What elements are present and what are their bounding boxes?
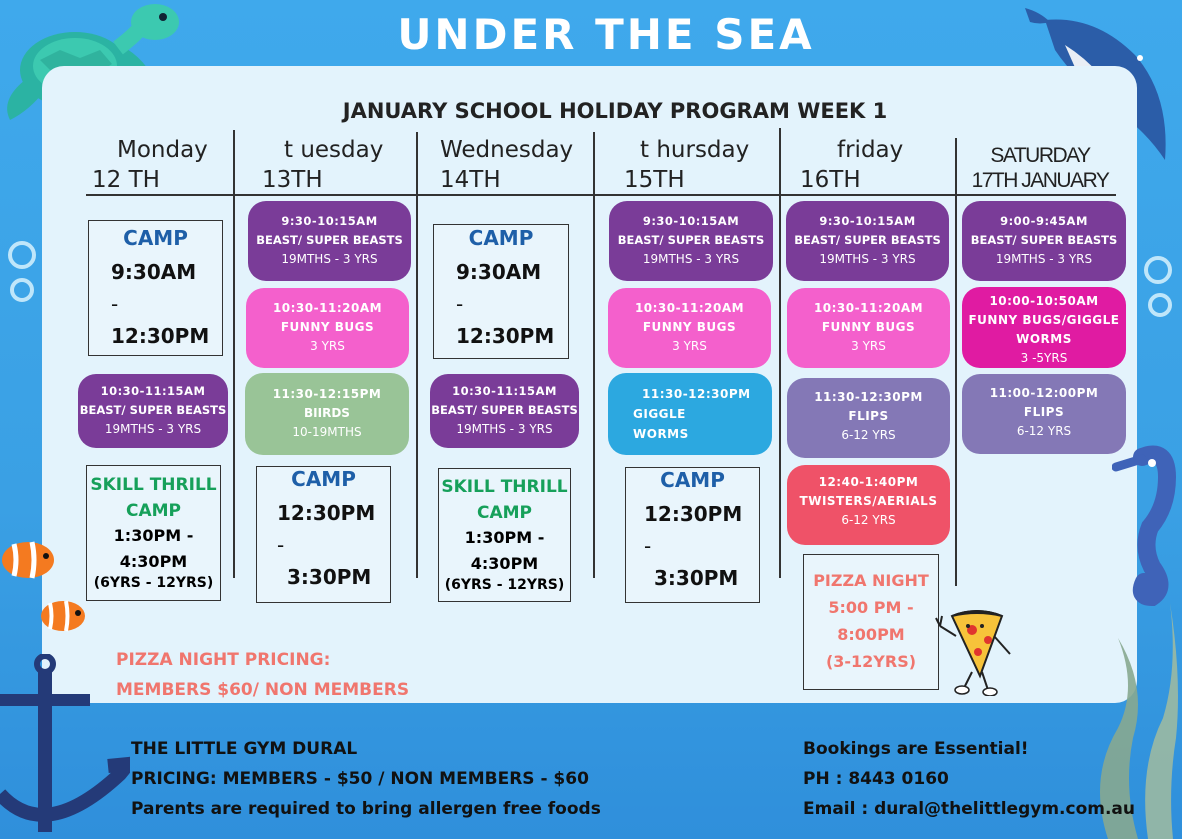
class-time: 9:00-9:45AM <box>1000 214 1088 228</box>
class-time: 11:30-12:15PM <box>272 387 382 401</box>
day-date: 12 TH <box>92 167 160 193</box>
class-time: 9:30-10:15AM <box>819 214 916 228</box>
footer-info <box>131 734 601 824</box>
column-divider <box>593 132 595 578</box>
class-time: 9:30-10:15AM <box>642 214 740 228</box>
class-name: FUNNY BUGS <box>821 320 916 334</box>
class-card-giggle-worms[interactable] <box>608 373 772 455</box>
camp-end: 12:30PM <box>111 324 210 348</box>
class-name: BEAST/ SUPER BEASTS <box>431 403 578 417</box>
skill-thrill-card[interactable] <box>86 465 221 601</box>
column-divider <box>416 132 418 578</box>
class-card-beast[interactable] <box>962 201 1126 281</box>
class-name: FUNNY BUGS <box>642 320 737 334</box>
skill-time: 4:30PM <box>119 552 188 571</box>
skill-title: CAMP <box>476 503 532 523</box>
skill-time: 4:30PM <box>470 554 539 573</box>
camp-dash: - <box>277 533 285 557</box>
class-card-beast[interactable] <box>786 201 949 281</box>
camp-title: CAMP <box>468 226 534 250</box>
camp-afternoon-card[interactable] <box>625 467 760 603</box>
day-date: 15TH <box>624 167 685 193</box>
class-ages: 10-19MTHS <box>292 425 362 439</box>
camp-morning-card[interactable] <box>433 224 569 359</box>
class-name: FUNNY BUGS/GIGGLE <box>968 313 1120 327</box>
camp-dash: - <box>456 292 464 316</box>
coral-icon <box>1138 250 1180 330</box>
day-name: t uesday <box>284 137 384 163</box>
class-time: 11:00-12:00PM <box>989 386 1099 400</box>
class-name: FLIPS <box>1023 405 1065 419</box>
class-card-funny-bugs-giggle-worms[interactable] <box>962 287 1126 368</box>
class-ages: 6-12 YRS <box>841 428 896 442</box>
class-name: BEAST/ SUPER BEASTS <box>970 233 1118 247</box>
camp-title: CAMP <box>660 468 725 492</box>
day-header-friday <box>800 135 903 195</box>
day-header-tuesday <box>262 135 383 195</box>
day-header-monday <box>92 135 208 195</box>
day-date: 17TH JANUARY <box>971 169 1109 192</box>
header-divider <box>86 194 1116 196</box>
skill-ages: (6YRS - 12YRS) <box>444 577 565 593</box>
class-name: GIGGLE <box>633 407 686 421</box>
class-name: TWISTERS/AERIALS <box>799 494 938 508</box>
class-name: FLIPS <box>848 409 889 423</box>
clownfish-icon <box>0 536 58 584</box>
day-header-wednesday <box>440 135 573 195</box>
class-time: 11:30-12:30PM <box>814 390 923 404</box>
day-date: 16TH <box>800 167 861 193</box>
camp-start: 12:30PM <box>644 502 743 526</box>
camp-morning-card[interactable] <box>88 220 223 356</box>
day-header-thursday <box>624 135 749 195</box>
day-name: Monday <box>117 137 208 163</box>
class-card-funny-bugs[interactable] <box>787 288 950 368</box>
pizza-time: 8:00PM <box>837 625 905 644</box>
camp-dash: - <box>644 534 652 558</box>
class-card-birds[interactable] <box>245 373 409 455</box>
day-date: 13TH <box>262 167 323 193</box>
class-ages: 6-12 YRS <box>841 513 896 527</box>
column-divider <box>955 138 957 586</box>
column-divider <box>779 128 781 578</box>
camp-start: 12:30PM <box>277 501 376 525</box>
phone-text[interactable]: PH : 8443 0160 <box>803 769 949 789</box>
pizza-pricing <box>116 645 409 705</box>
class-time: 10:30-11:20AM <box>272 301 383 315</box>
pricing-text: PRICING: MEMBERS - $50 / NON MEMBERS - $60 <box>131 769 589 789</box>
class-card-funny-bugs[interactable] <box>608 288 771 368</box>
camp-title: CAMP <box>123 226 188 250</box>
day-date: 14TH <box>440 167 501 193</box>
class-time: 10:30-11:15AM <box>100 384 206 398</box>
class-card-beast[interactable] <box>430 374 579 448</box>
pizza-pricing-amount: MEMBERS $60/ NON MEMBERS <box>116 680 410 700</box>
class-time: 9:30-10:15AM <box>281 214 378 228</box>
camp-title: CAMP <box>291 467 356 491</box>
skill-time: 1:30PM - <box>464 528 545 547</box>
class-ages: 19MTHS - 3 YRS <box>281 252 378 266</box>
class-name: FUNNY BUGS <box>280 320 375 334</box>
day-name: t hursday <box>640 137 750 163</box>
class-time: 10:00-10:50AM <box>989 294 1099 308</box>
class-time: 10:30-11:15AM <box>452 384 557 398</box>
class-name: BIIRDS <box>304 406 350 420</box>
class-ages: 19MTHS - 3 YRS <box>104 422 202 436</box>
pizza-title: PIZZA NIGHT <box>813 571 929 590</box>
pizza-night-card[interactable] <box>803 554 939 690</box>
class-ages: 3 YRS <box>310 339 345 353</box>
class-time: 12:40-1:40PM <box>818 475 919 489</box>
class-name: BEAST/ SUPER BEASTS <box>79 403 227 417</box>
camp-end: 3:30PM <box>654 566 739 590</box>
skill-thrill-card[interactable] <box>438 468 571 602</box>
class-ages: 19MTHS - 3 YRS <box>995 252 1093 266</box>
anchor-icon <box>0 654 130 839</box>
pizza-time: 5:00 PM - <box>828 598 914 617</box>
pizza-pricing-title: PIZZA NIGHT PRICING: <box>116 650 331 670</box>
class-card-funny-bugs[interactable] <box>246 288 409 368</box>
day-name: friday <box>837 137 904 163</box>
class-card-beast[interactable] <box>248 201 411 281</box>
class-time: 10:30-11:20AM <box>813 301 924 315</box>
clownfish-icon <box>38 596 88 636</box>
camp-start: 9:30AM <box>456 260 542 284</box>
pizza-mascot-icon <box>932 606 1016 696</box>
class-name: BEAST/ SUPER BEASTS <box>256 233 403 247</box>
gym-name: THE LITTLE GYM DURAL <box>131 739 358 759</box>
class-ages: 3 YRS <box>851 339 886 353</box>
camp-start: 9:30AM <box>111 260 197 284</box>
allergen-note: Parents are required to bring allergen free foods <box>131 799 601 819</box>
camp-end: 3:30PM <box>287 565 372 589</box>
class-name: BEAST/ SUPER BEASTS <box>617 233 765 247</box>
seahorse-icon <box>1112 437 1182 607</box>
class-ages: 19MTHS - 3 YRS <box>642 252 740 266</box>
class-card-beast[interactable] <box>78 374 228 448</box>
skill-title: CAMP <box>125 501 181 521</box>
coral-icon <box>2 235 44 315</box>
day-header-saturday <box>970 143 1110 193</box>
page-title: UNDER THE SEA <box>397 10 815 59</box>
pizza-ages: (3-12YRS) <box>825 652 917 671</box>
bookings-note: Bookings are Essential! <box>803 739 1029 759</box>
camp-afternoon-card[interactable] <box>256 466 391 603</box>
class-ages: 19MTHS - 3 YRS <box>819 252 916 266</box>
class-name: WORMS <box>1016 332 1072 346</box>
class-card-flips[interactable] <box>962 374 1126 454</box>
class-ages: 6-12 YRS <box>1016 424 1072 438</box>
day-name: Wednesday <box>440 137 574 163</box>
column-divider <box>233 130 235 578</box>
class-ages: 3 -5YRS <box>1020 351 1068 365</box>
camp-end: 12:30PM <box>456 324 555 348</box>
email-text[interactable]: Email : dural@thelittlegym.com.au <box>803 799 1135 819</box>
class-ages: 3 YRS <box>672 339 707 353</box>
class-card-flips[interactable] <box>787 378 950 458</box>
skill-time: 1:30PM - <box>113 526 194 545</box>
class-time: 11:30-12:30PM <box>642 387 751 401</box>
camp-dash: - <box>111 292 119 316</box>
skill-ages: (6YRS - 12YRS) <box>93 575 214 591</box>
skill-title: SKILL THRILL <box>441 477 568 497</box>
class-name: BEAST/ SUPER BEASTS <box>794 233 941 247</box>
class-time: 10:30-11:20AM <box>634 301 745 315</box>
class-ages: 19MTHS - 3 YRS <box>456 422 553 436</box>
program-subtitle: JANUARY SCHOOL HOLIDAY PROGRAM WEEK 1 <box>342 99 888 123</box>
skill-title: SKILL THRILL <box>90 475 217 495</box>
class-card-beast[interactable] <box>609 201 773 281</box>
day-name: SATURDAY <box>990 144 1090 167</box>
class-name: WORMS <box>633 427 689 441</box>
footer-contact <box>803 734 1135 824</box>
class-card-twisters[interactable] <box>787 465 950 545</box>
